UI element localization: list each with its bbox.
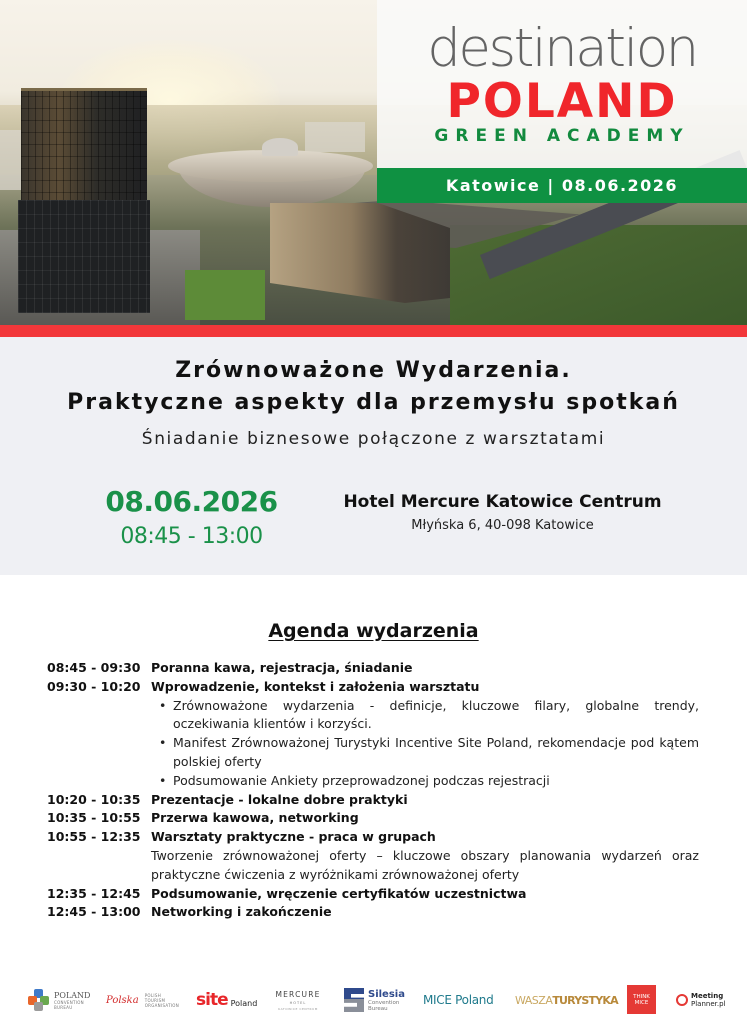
agenda-label: Przerwa kawowa, networking [151, 810, 359, 826]
logo-meeting-planner [676, 980, 725, 1020]
event-date: 08.06.2026 [105, 485, 278, 518]
partner-logos [0, 980, 747, 1020]
red-divider [0, 325, 747, 337]
mercure-sub: HOTEL [289, 1000, 307, 1005]
event-title-line2: Praktyczne aspekty dla przemysłu spotkań [67, 390, 680, 415]
agenda-item [47, 809, 699, 828]
logo-green-academy: GREEN ACADEMY [434, 126, 690, 146]
silesia-mark-icon [344, 988, 364, 1012]
agenda-item [47, 903, 699, 922]
agenda-label: Wprowadzenie, kontekst i założenia warsztatu [151, 678, 480, 694]
logo-wasza-turystyka [515, 980, 618, 1020]
agenda-label: Prezentacje - lokalne dobre praktyki [151, 791, 408, 807]
agenda-title: Agenda wydarzenia [268, 620, 479, 642]
pot-line: POLISH [144, 992, 162, 998]
site-mark: site [196, 990, 228, 1010]
event-logo [377, 0, 747, 168]
event-title-line1: Zrównoważone Wydarzenia. [175, 358, 572, 383]
wasza-part1: WASZA [515, 993, 553, 1007]
logo-think-mice [627, 985, 656, 1014]
wasza-part2: TURYSTYKA [552, 993, 618, 1007]
agenda-time: 08:45 - 09:30 [47, 660, 141, 675]
logo-mice-poland [423, 980, 493, 1020]
agenda-label: Warsztaty praktyczne - praca w grupach [151, 829, 436, 845]
site-name: Poland [230, 998, 258, 1008]
silesia-sub: Convention [368, 999, 400, 1006]
agenda-label: Networking i zakończenie [151, 904, 332, 920]
event-info-section [0, 337, 747, 575]
lawn [185, 270, 265, 320]
think-line: THINK [633, 993, 650, 1000]
agenda-time: 12:35 - 12:45 [47, 885, 141, 901]
agenda-time: 10:20 - 10:35 [47, 791, 141, 807]
glass-tower-base [18, 200, 150, 313]
pcb-sub: BUREAU [54, 1004, 73, 1010]
agenda-item [47, 659, 699, 678]
meeting-line: Planner.pl [691, 1000, 726, 1008]
agenda-label: Podsumowanie, wręczenie certyfikatów uczestnictwa [151, 885, 527, 901]
mercure-sub2: KATOWICE CENTRUM [278, 1006, 318, 1011]
clock-icon [676, 994, 688, 1006]
silesia-sub: Bureau [368, 1005, 388, 1012]
spodek-dome [262, 138, 298, 156]
agenda-label: Poranna kawa, rejestracja, śniadanie [151, 660, 413, 675]
pot-mark: Polska [106, 994, 139, 1006]
mercure-name: MERCURE [275, 989, 321, 999]
meeting-line: Meeting [691, 992, 724, 1000]
agenda-item [47, 828, 699, 847]
pcb-name: POLAND [54, 990, 91, 1000]
event-subtitle: Śniadanie biznesowe połączone z warsztatami [141, 429, 606, 449]
agenda-item [47, 885, 699, 904]
agenda-item [47, 678, 699, 697]
think-line: MICE [634, 999, 649, 1006]
logo-silesia-convention-bureau [344, 980, 405, 1020]
agenda-time: 10:35 - 10:55 [47, 810, 141, 826]
logo-site-poland [196, 980, 257, 1020]
building [0, 130, 22, 190]
agenda-time: 10:55 - 12:35 [47, 829, 141, 845]
mice-name: MICE Poland [423, 993, 494, 1007]
agenda-list [47, 659, 699, 922]
logo-poland-convention-bureau [28, 980, 90, 1020]
pot-line: ORGANISATION [144, 1002, 180, 1008]
venue-name: Hotel Mercure Katowice Centrum [343, 492, 662, 512]
pot-line: TOURISM [144, 997, 166, 1003]
agenda-description: Tworzenie zrównoważonej oferty – kluczowe obszary planowania wydarzeń oraz praktyczne ćwiczenia z wyróżnikami zrównoważonej oferty [151, 847, 699, 882]
logo-mercure [272, 980, 324, 1020]
silesia-name: Silesia [368, 988, 405, 1000]
bullet-item: • Podsumowanie Ankiety przeprowadzonej podczas rejestracji [151, 772, 699, 791]
pcb-sub: CONVENTION [54, 999, 84, 1005]
agenda-bullets [151, 697, 699, 791]
agenda-time: 12:45 - 13:00 [47, 904, 141, 920]
pcb-mark-icon [28, 989, 50, 1011]
logo-poland: POLAND [446, 74, 678, 129]
location-date-banner [377, 168, 747, 203]
logo-polish-tourism-organisation [106, 980, 179, 1020]
agenda-time: 09:30 - 10:20 [47, 678, 141, 694]
logo-destination: destination [427, 18, 697, 79]
agenda-item [47, 791, 699, 810]
location-date-text: Katowice | 08.06.2026 [445, 176, 679, 195]
venue-address: Młyńska 6, 40-098 Katowice [411, 518, 594, 533]
event-time: 08:45 - 13:00 [120, 524, 263, 549]
bullet-item: • Zrównoważone wydarzenia - definicje, kluczowe filary, globalne trendy, oczekiwania klientów i korzyści. [151, 697, 699, 735]
building [305, 122, 365, 152]
bullet-item: • Manifest Zrównoważonej Turystyki Incentive Site Poland, rekomendacje pod kątem polskiej oferty [151, 734, 699, 772]
